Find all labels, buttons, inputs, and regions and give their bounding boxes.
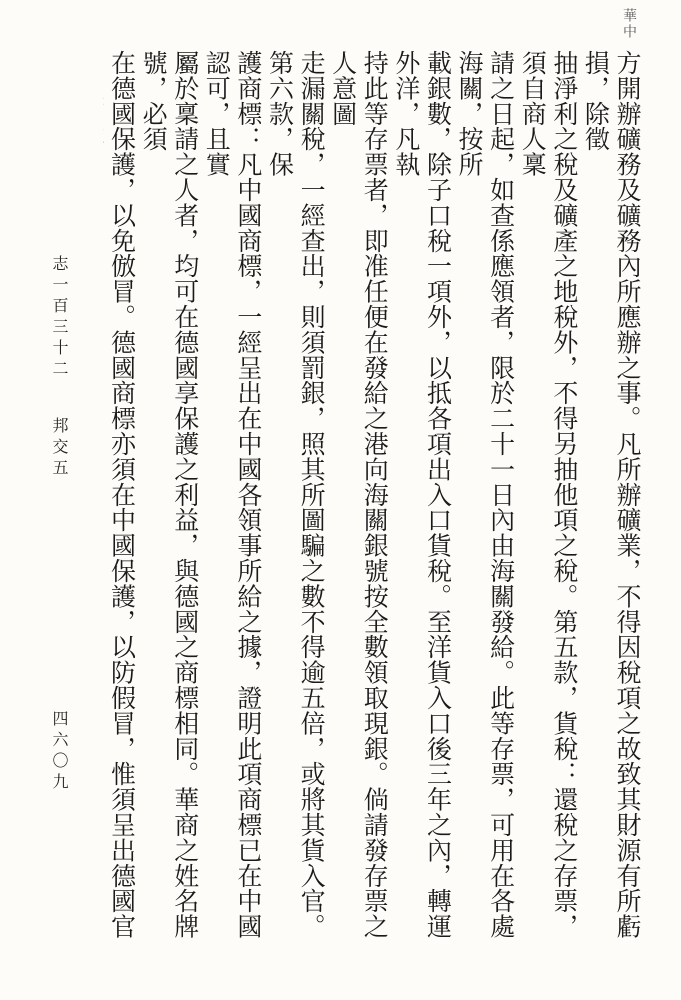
chapter-label: 志一百三十二: [50, 255, 69, 381]
text-line: 抽淨利之稅及礦產之地稅外，不得另抽他項之稅。第五款，貨稅：還稅之存票，須自商人稟: [518, 50, 579, 939]
page-number: 四六〇九: [50, 710, 69, 794]
section-label: 邦交五: [50, 417, 69, 481]
body-text: [103, 50, 643, 955]
running-footer: [48, 255, 71, 480]
text-line: 走漏關稅，一經查出，則須罰銀，照其所圖騙之數不得逾五倍，或將其貨入官。第六款，保: [265, 50, 327, 939]
text-line: 請之日起，如查係應領者，限於二十一日內由海關發給。此等存票，可用在各處海關，按所: [455, 50, 516, 939]
text-line: 在德國保護，以免倣冒。德國商標亦須在中國保護，以防假冒，惟須呈出德國官: [107, 50, 137, 939]
text-line: 護商標：凡中國商標，一經呈出在中國各領事所給之據，證明此項商標已在中國認可，且實: [202, 50, 263, 939]
text-line: 屬於稟請之人者，均可在德國享保護之利益，與德國之商標相同。華商之姓名牌號，必須: [139, 50, 200, 939]
text-line: 方開辦礦務及礦務內所應辦之事。凡所辦礦業，不得因稅項之故致其財源有所虧損，除徵: [581, 50, 642, 939]
margin-mark: 華中: [621, 8, 637, 40]
text-line: 載銀數，除子口稅一項外，以抵各項出入口貨稅。至洋貨入口後三年之內，轉運外洋，凡執: [391, 50, 453, 939]
text-line: 持此等存票者，即准任便在發給之港向海關銀號按全數領取現銀。倘請發存票之人意圖: [328, 50, 390, 939]
